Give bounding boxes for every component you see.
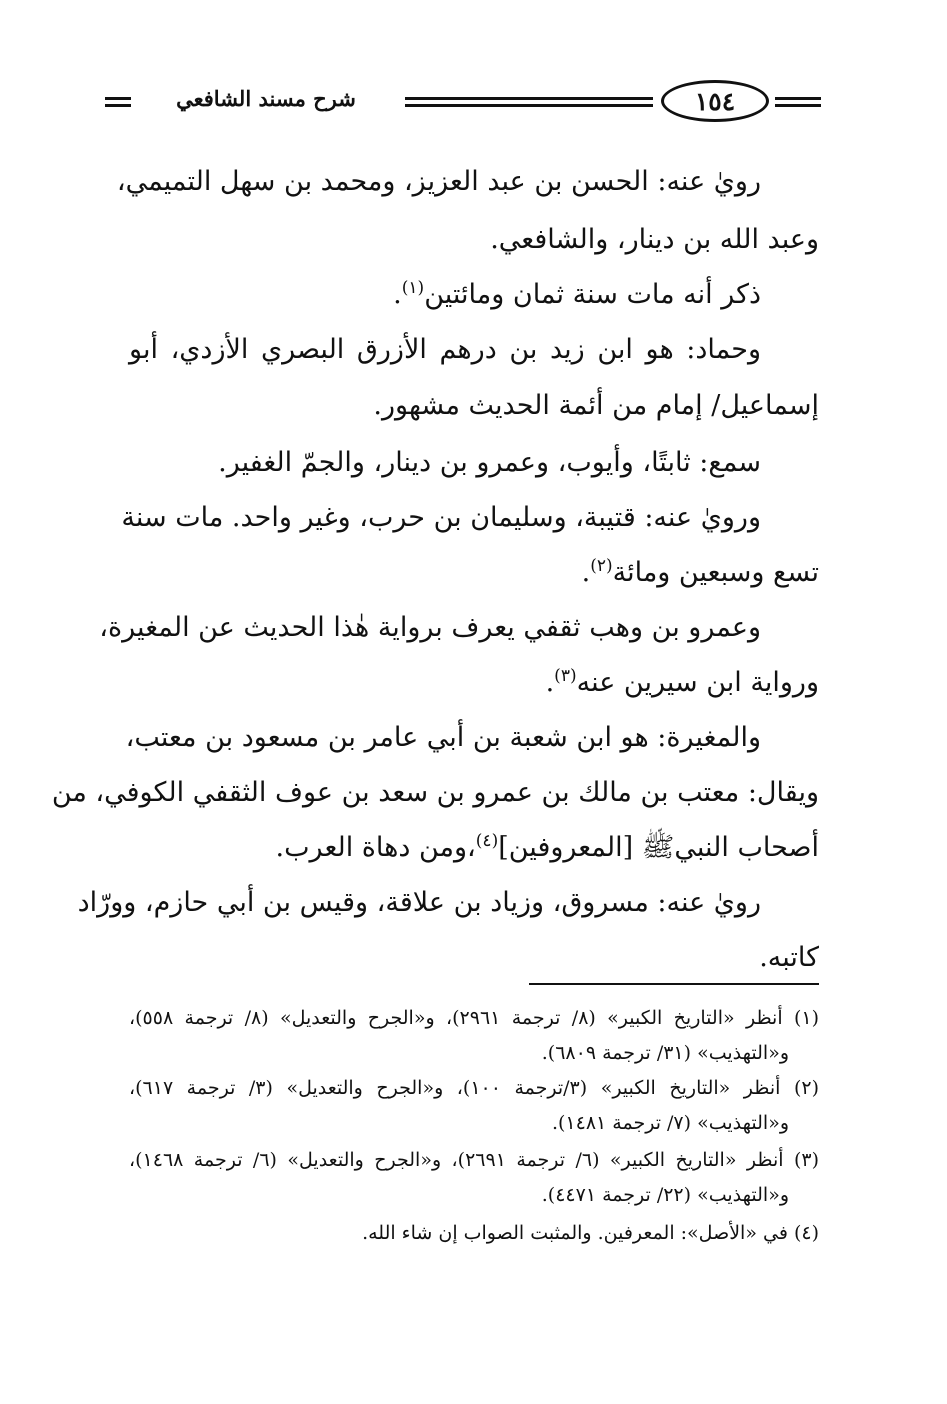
text-line: وحماد: هو ابن زيد بن درهم الأزرق البصري الأزدي، أبو — [129, 334, 761, 365]
text-line: سمع: ثابتًا، وأيوب، وعمرو بن دينار، والجمّ الغفير. — [218, 447, 761, 478]
text-line: ورويٰ عنه: قتيبة، وسليمان بن حرب، وغير واحد. مات سنة — [121, 502, 761, 533]
page-number: ١٥٤ — [661, 80, 769, 122]
text-line: أصحاب النبيﷺ [المعروفين]$^{(٤)}$،ومن دهاة العرب. — [275, 831, 819, 863]
header-rule-right — [775, 97, 821, 107]
text-line: رويٰ عنه: الحسن بن عبد العزيز، ومحمد بن سهل التميمي، — [116, 166, 761, 197]
header-rule-middle — [405, 97, 653, 107]
footnote-separator — [529, 983, 819, 985]
text-line: ذكر أنه مات سنة ثمان ومائتين$^{(١)}$. — [393, 278, 761, 310]
running-title: شرح مسند الشافعي — [176, 86, 356, 111]
text-line: ورواية ابن سيرين عنه$^{(٣)}$. — [545, 666, 819, 698]
footnote-ref: (٣) — [554, 666, 577, 686]
text-line: كاتبه. — [759, 942, 819, 973]
text-line: رويٰ عنه: مسروق، وزياد بن علاقة، وقيس بن أبي حازم، وورّاد — [77, 887, 761, 918]
footnote-continuation: و«التهذيب» (٢٢/ ترجمة ٤٤٧١). — [541, 1184, 789, 1206]
footnote: (٢) أنظر «التاريخ الكبير» (٣/ترجمة ١٠٠)، و«الجرح والتعديل» (٣/ ترجمة ٦١٧)، — [129, 1077, 819, 1099]
footnote-continuation: و«التهذيب» (٣١/ ترجمة ٦٨٠٩). — [541, 1042, 789, 1064]
footnote-ref: (٢) — [590, 556, 613, 576]
text-line: وعمرو بن وهب ثقفي يعرف برواية هٰذا الحديث عن المغيرة، — [99, 612, 761, 643]
footnote: (١) أنظر «التاريخ الكبير» (٨/ ترجمة ٢٩٦١)، و«الجرح والتعديل» (٨/ ترجمة ٥٥٨)، — [129, 1007, 820, 1029]
footnote-continuation: و«التهذيب» (٧/ ترجمة ١٤٨١). — [551, 1112, 789, 1134]
text-line: وعبد الله بن دينار، والشافعي. — [490, 224, 819, 255]
footnote-ref: (١) — [401, 278, 425, 298]
footnote: (٣) أنظر «التاريخ الكبير» (٦/ ترجمة ٢٦٩١)، و«الجرح والتعديل» (٦/ ترجمة ١٤٦٨)، — [129, 1149, 819, 1171]
footnote-ref: (٤) — [475, 831, 499, 851]
page-header — [105, 78, 821, 126]
footnote: (٤) في «الأصل»: المعرفين. والمثبت الصواب إن شاء الله. — [362, 1222, 819, 1244]
text-line: تسع وسبعين ومائة$^{(٢)}$. — [581, 556, 819, 588]
header-rule-left — [105, 97, 131, 107]
text-line: ويقال: معتب بن مالك بن عمرو بن سعد بن عوف الثقفي الكوفي، من — [51, 777, 819, 808]
text-line: والمغيرة: هو ابن شعبة بن أبي عامر بن مسعود بن معتب، — [125, 722, 761, 753]
text-line: إسماعيل/ إمام من أئمة الحديث مشهور. — [373, 390, 819, 421]
